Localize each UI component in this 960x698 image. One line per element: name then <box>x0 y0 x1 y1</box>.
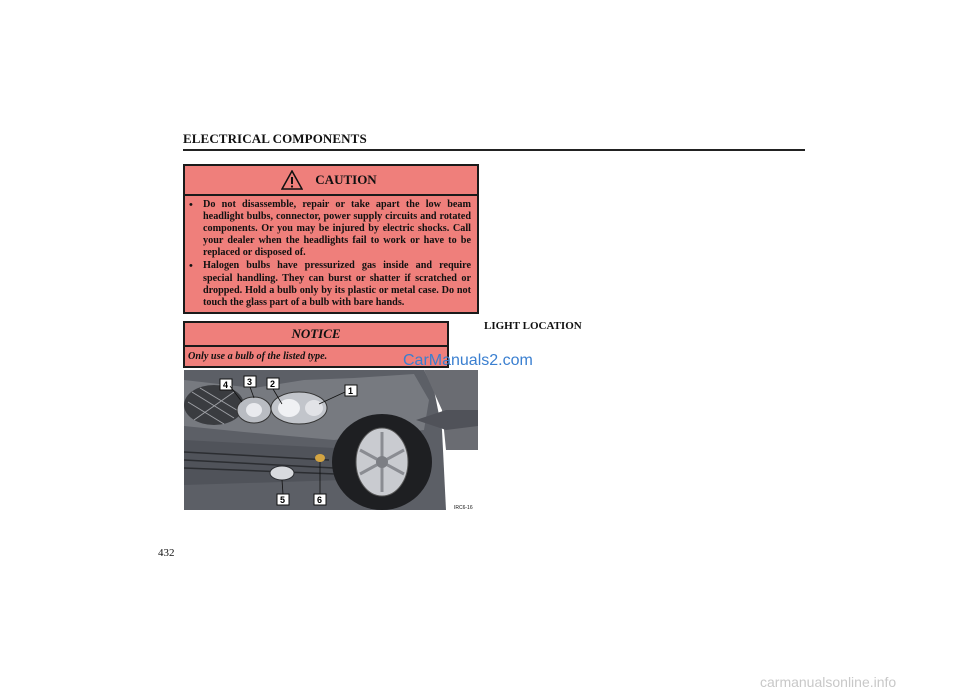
footer-watermark[interactable]: carmanualsonline.info <box>760 674 897 690</box>
notice-title: NOTICE <box>185 323 447 347</box>
caution-item <box>189 199 471 259</box>
caution-item-text: Halogen bulbs have pressurized gas inside and require special handling. They can burst or shatter if scratched or dropped. Hold a bulb only by its plastic or metal case. Do not touch the glass part of a bulb with bare hands. <box>203 260 471 308</box>
light-location-heading: LIGHT LOCATION <box>484 320 582 332</box>
caution-title: CAUTION <box>315 172 377 187</box>
caution-header <box>185 166 477 196</box>
watermark[interactable]: CarManuals2.com <box>403 352 533 369</box>
callout-5: 5 <box>280 495 286 505</box>
callout-1: 1 <box>348 386 354 396</box>
section-title: ELECTRICAL COMPONENTS <box>183 131 367 146</box>
figure-code: IRC6-16 <box>454 505 473 510</box>
warning-triangle-icon <box>281 170 303 190</box>
callout-6: 6 <box>317 495 323 505</box>
bullet-icon: • <box>189 199 193 211</box>
callout-4: 4 <box>223 380 229 390</box>
header-rule <box>183 149 805 151</box>
bullet-icon: • <box>189 260 193 273</box>
notice-text: Only use a bulb of the listed type. <box>188 351 328 362</box>
caution-item-text: Do not disassemble, repair or take apart the low beam headlight bulbs, connector, power supply circuits and rotated components. Or you may be injured by electric shocks. Call your dealer when the headlights fail to work or have to be replaced or disposed of. <box>203 199 471 259</box>
car-front-illustration <box>184 370 478 510</box>
page-number: 432 <box>158 547 175 559</box>
caution-body <box>185 196 477 309</box>
callout-3: 3 <box>247 377 253 387</box>
caution-item <box>189 260 471 308</box>
callout-2: 2 <box>270 379 276 389</box>
caution-box <box>183 164 479 314</box>
